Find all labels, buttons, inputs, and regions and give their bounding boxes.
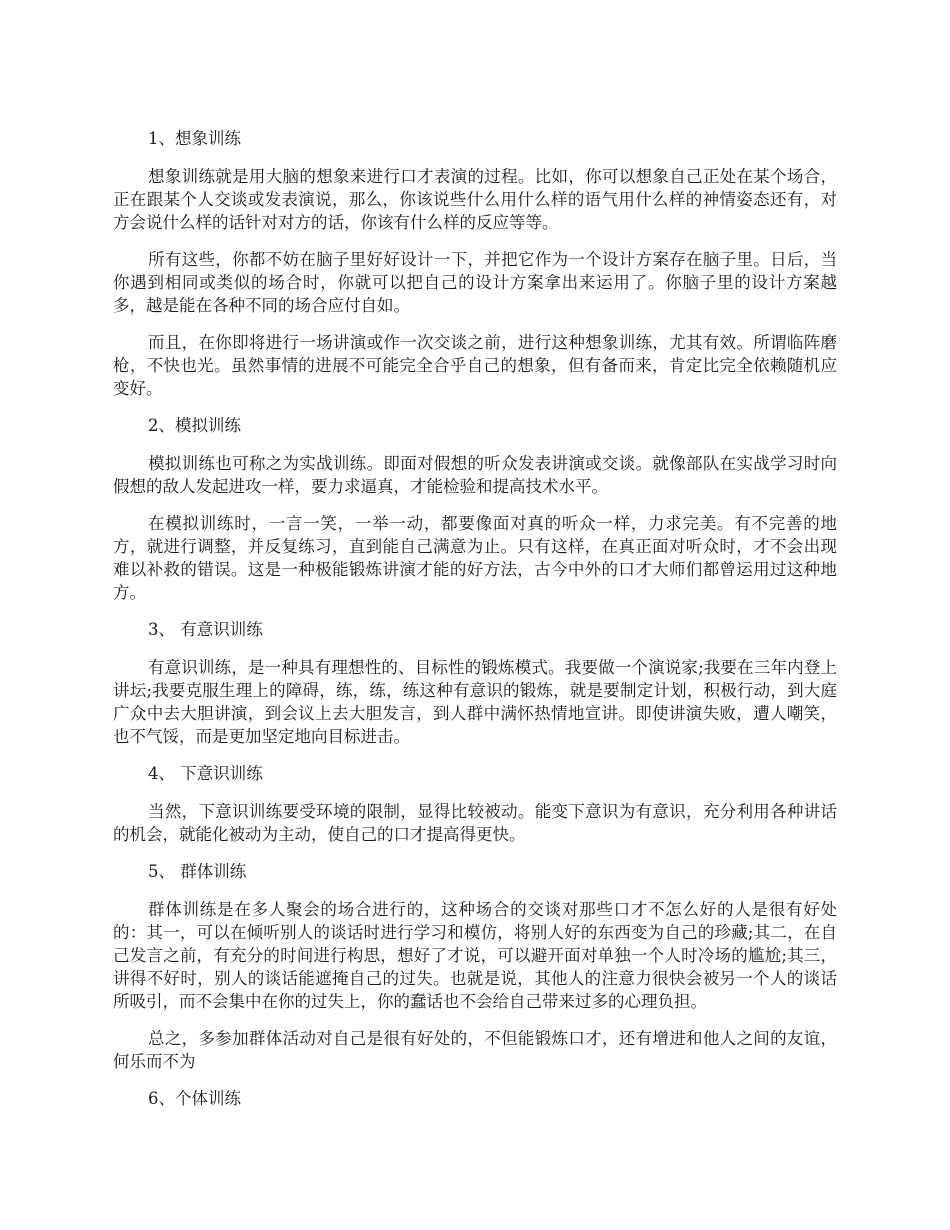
paragraph: 群体训练是在多人聚会的场合进行的，这种场合的交谈对那些口才不怎么好的人是很有好处的：其一，可以在倾听别人的谈话时进行学习和模仿，将别人好的东西变为自己的珍藏;其二，在自己发言之前，有充分的时间进行构思，想好了才说，可以避开面对单独一个人时冷场的尴尬;其三，讲得不好时，别人的谈话能遮掩自己的过失。也就是说，其他人的注意力很快会被另一个人的谈话所吸引，而不会集中在你的过失上，你的蠢话也不会给自己带来过多的心理负担。 (113, 900, 837, 1011)
section-heading: 3、 有意识训练 (148, 620, 263, 639)
section-simulation-training (113, 414, 837, 604)
paragraph: 在模拟训练时，一言一笑，一举一动，都要像面对真的听众一样，力求完美。有不完善的地方，就进行调整，并反复练习，直到能自己满意为止。只有这样，在真正面对听众时，才不会出现难以补救的错误。这是一种极能锻炼讲演才能的好方法，古今中外的口才大师们都曾运用过这种地方。 (113, 514, 837, 602)
paragraph: 有意识训练，是一种具有理想性的、目标性的锻炼模式。我要做一个演说家;我要在三年内登上讲坛;我要克服生理上的障碍，练，练，练这种有意识的锻炼，就是要制定计划，积极行动，到大庭广众中去大胆讲演，到会议上去大胆发言，到人群中满怀热情地宣讲。即使讲演失败，遭人嘲笑，也不气馁，而是更加坚定地向目标进击。 (113, 658, 837, 746)
section-heading: 4、 下意识训练 (148, 764, 263, 783)
paragraph: 而且，在你即将进行一场讲演或作一次交谈之前，进行这种想象训练，尤其有效。所谓临阵磨枪，不快也光。虽然事情的进展不可能完全合乎自己的想象，但有备而来，肯定比完全依赖随机应变好。 (113, 333, 837, 398)
document-body (113, 127, 837, 1125)
paragraph: 想象训练就是用大脑的想象来进行口才表演的过程。比如，你可以想象自己正处在某个场合，正在跟某个人交谈或发表演说，那么，你该说些什么用什么样的语气用什么样的神情姿态还有，对方会说什么样的话针对对方的话，你该有什么样的反应等等。 (113, 167, 837, 232)
paragraph: 总之，多参加群体活动对自己是很有好处的，不但能锻炼口才，还有增进和他人之间的友谊，何乐而不为 (113, 1029, 837, 1071)
paragraph: 当然，下意识训练要受环境的限制，显得比较被动。能变下意识为有意识，充分利用各种讲话的机会，就能化被动为主动，使自己的口才提高得更快。 (113, 802, 837, 844)
section-imagination-training (113, 127, 837, 400)
section-conscious-training (113, 618, 837, 748)
section-heading: 5、 群体训练 (148, 862, 247, 881)
section-heading: 1、想象训练 (148, 129, 241, 148)
paragraph: 所有这些，你都不妨在脑子里好好设计一下，并把它作为一个设计方案存在脑子里。日后，当你遇到相同或类似的场合时，你就可以把自己的设计方案拿出来运用了。你脑子里的设计方案越多，越是能在各种不同的场合应付自如。 (113, 250, 837, 315)
section-individual-training (113, 1087, 837, 1111)
section-heading: 2、模拟训练 (148, 416, 241, 435)
section-heading: 6、个体训练 (148, 1089, 241, 1108)
section-subconscious-training (113, 762, 837, 846)
paragraph: 模拟训练也可称之为实战训练。即面对假想的听众发表讲演或交谈。就像部队在实战学习时向假想的敌人发起进攻一样，要力求逼真，才能检验和提高技术水平。 (113, 454, 837, 496)
section-group-training (113, 860, 837, 1073)
